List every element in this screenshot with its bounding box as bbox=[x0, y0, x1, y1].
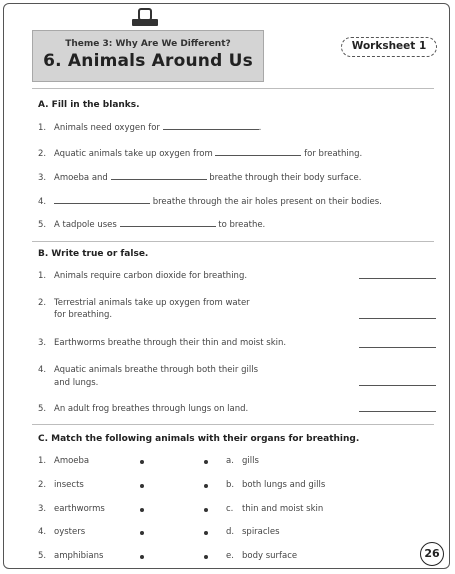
match-dot-right[interactable] bbox=[204, 531, 208, 535]
page-title: 6. Animals Around Us bbox=[43, 51, 253, 71]
fill-blank-item: 5. A tadpole uses to breathe. bbox=[38, 220, 266, 230]
match-animal: 2. insects bbox=[38, 480, 84, 490]
true-false-item: 2. Terrestrial animals take up oxygen from water bbox=[38, 298, 250, 308]
match-animal: 4. oysters bbox=[38, 527, 86, 537]
match-organ: b. both lungs and gills bbox=[226, 480, 326, 490]
answer-line[interactable] bbox=[359, 385, 436, 386]
fill-blank-item: 1. Animals need oxygen for . bbox=[38, 123, 262, 133]
match-dot-left[interactable] bbox=[140, 508, 144, 512]
fill-blank-item: 4. breathe through the air holes present on their bodies. bbox=[38, 197, 382, 207]
match-dot-left[interactable] bbox=[140, 460, 144, 464]
match-dot-right[interactable] bbox=[204, 555, 208, 559]
fill-blank-item: 2. Aquatic animals take up oxygen from for breathing. bbox=[38, 149, 363, 159]
section-c-heading: C. Match the following animals with their organs for breathing. bbox=[38, 434, 360, 444]
match-dot-left[interactable] bbox=[140, 555, 144, 559]
divider bbox=[32, 241, 434, 242]
answer-blank[interactable] bbox=[215, 154, 301, 156]
binder-clip-icon bbox=[130, 8, 160, 28]
fill-blank-item: 3. Amoeba and breathe through their body surface. bbox=[38, 173, 362, 183]
match-dot-left[interactable] bbox=[140, 484, 144, 488]
section-b-heading: B. Write true or false. bbox=[38, 249, 149, 259]
answer-blank[interactable] bbox=[163, 128, 259, 130]
answer-line[interactable] bbox=[359, 411, 436, 412]
match-dot-left[interactable] bbox=[140, 531, 144, 535]
true-false-item: 5. An adult frog breathes through lungs on land. bbox=[38, 404, 249, 414]
match-animal: 1. Amoeba bbox=[38, 456, 90, 466]
answer-blank[interactable] bbox=[54, 202, 150, 204]
match-dot-right[interactable] bbox=[204, 460, 208, 464]
match-organ: a. gills bbox=[226, 456, 259, 466]
divider bbox=[32, 424, 434, 425]
page-number-badge: 26 bbox=[420, 542, 444, 566]
match-dot-right[interactable] bbox=[204, 508, 208, 512]
worksheet-page bbox=[3, 3, 450, 569]
match-organ: e. body surface bbox=[226, 551, 298, 561]
match-organ: d. spiracles bbox=[226, 527, 280, 537]
answer-line[interactable] bbox=[359, 318, 436, 319]
match-organ: c. thin and moist skin bbox=[226, 504, 324, 514]
title-banner bbox=[32, 30, 264, 82]
answer-line[interactable] bbox=[359, 347, 436, 348]
true-false-item: 1. Animals require carbon dioxide for breathing. bbox=[38, 271, 248, 281]
true-false-item: 3. Earthworms breathe through their thin and moist skin. bbox=[38, 338, 287, 348]
true-false-item: 4. Aquatic animals breathe through both their gills bbox=[38, 365, 258, 375]
answer-blank[interactable] bbox=[111, 178, 207, 180]
true-false-item-continued: and lungs. bbox=[54, 378, 99, 388]
match-dot-right[interactable] bbox=[204, 484, 208, 488]
match-animal: 3. earthworms bbox=[38, 504, 105, 514]
answer-line[interactable] bbox=[359, 278, 436, 279]
true-false-item-continued: for breathing. bbox=[54, 310, 113, 320]
divider bbox=[32, 88, 434, 89]
match-animal: 5. amphibians bbox=[38, 551, 104, 561]
theme-label: Theme 3: Why Are We Different? bbox=[65, 39, 231, 49]
worksheet-badge: Worksheet 1 bbox=[341, 37, 437, 57]
section-a-heading: A. Fill in the blanks. bbox=[38, 100, 140, 110]
answer-blank[interactable] bbox=[120, 225, 216, 227]
